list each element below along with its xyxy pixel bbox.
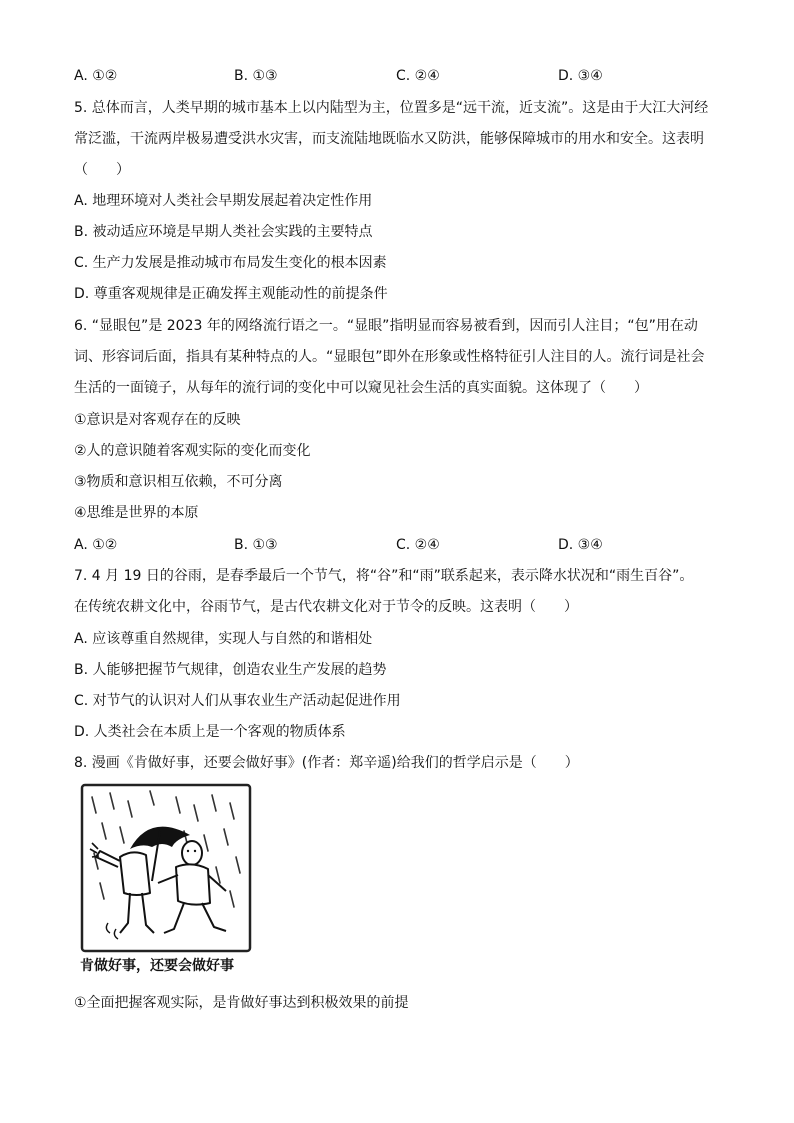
option: B. ①③ (234, 537, 278, 553)
question-text: 词、形容词后面，指具有某种特点的人。“显眼包”即外在形象或性格特征引人注目的人。流行词是社会 (74, 349, 705, 365)
question-text: 生活的一面镜子，从每年的流行词的变化中可以窥见社会生活的真实面貌。这体现了（ ） (74, 380, 648, 396)
option: C. ②④ (396, 537, 440, 553)
option: B. 被动适应环境是早期人类社会实践的主要特点 (74, 224, 373, 240)
rain-umbrella-cartoon-icon (80, 783, 252, 953)
statement: ④思维是世界的本原 (74, 505, 199, 521)
statement: ②人的意识随着客观实际的变化而变化 (74, 443, 311, 459)
question-text: 6. “显眼包”是 2023 年的网络流行语之一。“显眼”指明显而容易被看到，因而引人注目；“包”用在动 (74, 318, 698, 334)
statement: ③物质和意识相互依赖，不可分离 (74, 474, 283, 490)
statement: ①意识是对客观存在的反映 (74, 412, 241, 428)
option: B. ①③ (234, 68, 278, 84)
q6-options (74, 535, 734, 555)
option: D. 尊重客观规律是正确发挥主观能动性的前提条件 (74, 286, 388, 302)
option: C. 对节气的认识对人们从事农业生产活动起促进作用 (74, 693, 401, 709)
option: D. ③④ (558, 68, 603, 84)
option: A. 应该尊重自然规律，实现人与自然的和谐相处 (74, 631, 373, 647)
question-text: 常泛滥，干流两岸极易遭受洪水灾害，而支流陆地既临水又防洪，能够保障城市的用水和安全。这表明 (74, 131, 704, 147)
answer-blank: （ ） (74, 162, 130, 178)
option: A. 地理环境对人类社会早期发展起着决定性作用 (74, 193, 373, 209)
option: A. ①② (74, 537, 118, 553)
option: A. ①② (74, 68, 118, 84)
q4-options (74, 66, 734, 86)
option: D. ③④ (558, 537, 603, 553)
question-text: 5. 总体而言，人类早期的城市基本上以内陆型为主，位置多是“远干流，近支流”。这是由于大江大河经 (74, 100, 709, 116)
option: C. 生产力发展是推动城市布局发生变化的根本因素 (74, 255, 387, 271)
option: D. 人类社会在本质上是一个客观的物质体系 (74, 724, 346, 740)
question-text: 在传统农耕文化中，谷雨节气，是古代农耕文化对于节令的反映。这表明（ ） (74, 599, 578, 615)
question-text: 7. 4 月 19 日的谷雨，是春季最后一个节气，将“谷”和“雨”联系起来，表示降水状况和“雨生百谷”。 (74, 568, 694, 584)
option: C. ②④ (396, 68, 440, 84)
question-text: 8. 漫画《肯做好事，还要会做好事》(作者：郑辛遥)给我们的哲学启示是（ ） (74, 755, 579, 771)
statement: ①全面把握客观实际，是肯做好事达到积极效果的前提 (74, 995, 409, 1011)
cartoon-caption: 肯做好事，还要会做好事 (80, 958, 234, 974)
option: B. 人能够把握节气规律，创造农业生产发展的趋势 (74, 662, 387, 678)
